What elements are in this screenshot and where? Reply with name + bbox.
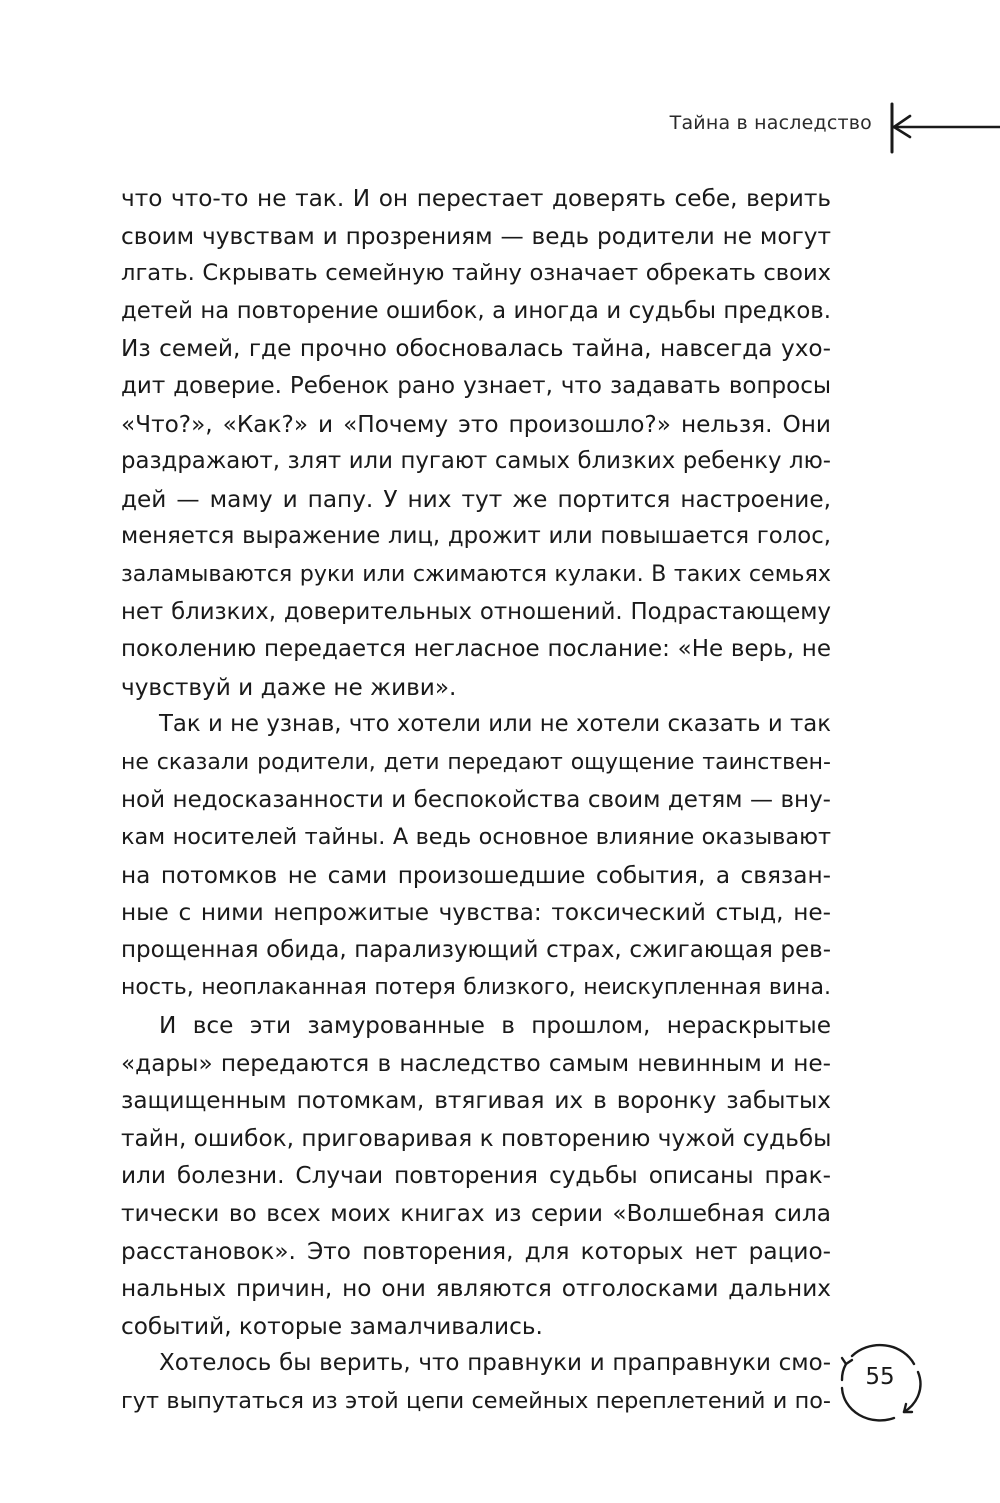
text-line: ность, неоплаканная потеря близкого, неискупленная вина. — [121, 975, 831, 1001]
text-line: тически во всех моих книгах из серии «Волшебная сила — [121, 1200, 831, 1228]
text-line: гут выпутаться из этой цепи семейных переплетений и по- — [121, 1388, 831, 1414]
text-line: ной недосказанности и беспокойства своим детям — вну- — [121, 786, 831, 813]
text-line: ные с ними непрожитые чувства: токсический стыд, не- — [121, 899, 831, 927]
text-line: прощенная обида, парализующий страх, сжигающая рев- — [121, 936, 831, 963]
paragraph — [121, 1345, 831, 1420]
text-line: раздражают, злят или пугают самых близких ребенку лю- — [121, 448, 831, 475]
text-line: кам носителей тайны. А ведь основное влияние оказывают — [121, 824, 831, 851]
text-line: не сказали родители, дети передают ощущение таинствен- — [121, 749, 831, 775]
paragraph — [121, 180, 831, 706]
text-line: на потомков не сами произошедшие события, а связан- — [121, 861, 831, 889]
page-number: 55 — [865, 1364, 895, 1390]
text-line: заламываются руки или сжимаются кулаки. В таких семьях — [121, 560, 831, 587]
text-line: Из семей, где прочно обосновалась тайна, навсегда ухо- — [121, 335, 831, 363]
text-line: Хотелось бы верить, что правнуки и праправнуки смо- — [159, 1350, 831, 1377]
text-line: защищенным потомкам, втягивая их в воронку забытых — [121, 1087, 831, 1115]
text-line: событий, которые замалчивались. — [121, 1312, 543, 1340]
arrow-left-icon — [880, 100, 1000, 160]
text-line: меняется выражение лиц, дрожит или повышается голос, — [121, 523, 831, 550]
text-line: дей — маму и папу. У них тут же портится настроение, — [121, 485, 831, 513]
text-line: поколению передается негласное послание: «Не верь, не — [121, 636, 831, 663]
page-number-badge — [832, 1342, 928, 1424]
body-text — [121, 180, 831, 1421]
text-line: чувствуй и даже не живи». — [121, 673, 457, 701]
text-line: «Что?», «Как?» и «Почему это произошло?» нельзя. Они — [121, 410, 831, 438]
text-line: детей на повторение ошибок, а иногда и судьбы предков. — [121, 297, 831, 324]
text-line: тайн, ошибок, приговаривая к повторению чужой судьбы — [121, 1124, 832, 1152]
text-line: лгать. Скрывать семейную тайну означает обрекать своих — [121, 260, 831, 287]
text-line: Так и не узнав, что хотели или не хотели сказать и так — [159, 711, 831, 738]
paragraph — [121, 1007, 831, 1345]
paragraph — [121, 706, 831, 1007]
text-line: дит доверие. Ребенок рано узнает, что задавать вопросы — [121, 372, 831, 399]
text-line: И все эти замурованные в прошлом, нераскрытые — [159, 1012, 831, 1040]
text-line: что что-то не так. И он перестает доверять себе, верить — [121, 185, 831, 212]
text-line: нет близких, доверительных отношений. Подрастающему — [121, 598, 831, 625]
text-line: или болезни. Случаи повторения судьбы описаны прак- — [121, 1162, 831, 1190]
text-line: нальных причин, но они являются отголосками дальних — [121, 1275, 831, 1303]
text-line: своим чувствам и прозрениям — ведь родители не могут — [121, 222, 831, 250]
text-line: расстановок». Это повторения, для которых нет рацио- — [121, 1237, 831, 1265]
running-title: Тайна в наследство — [669, 112, 872, 134]
text-line: «дары» передаются в наследство самым невинным и не- — [121, 1049, 831, 1077]
